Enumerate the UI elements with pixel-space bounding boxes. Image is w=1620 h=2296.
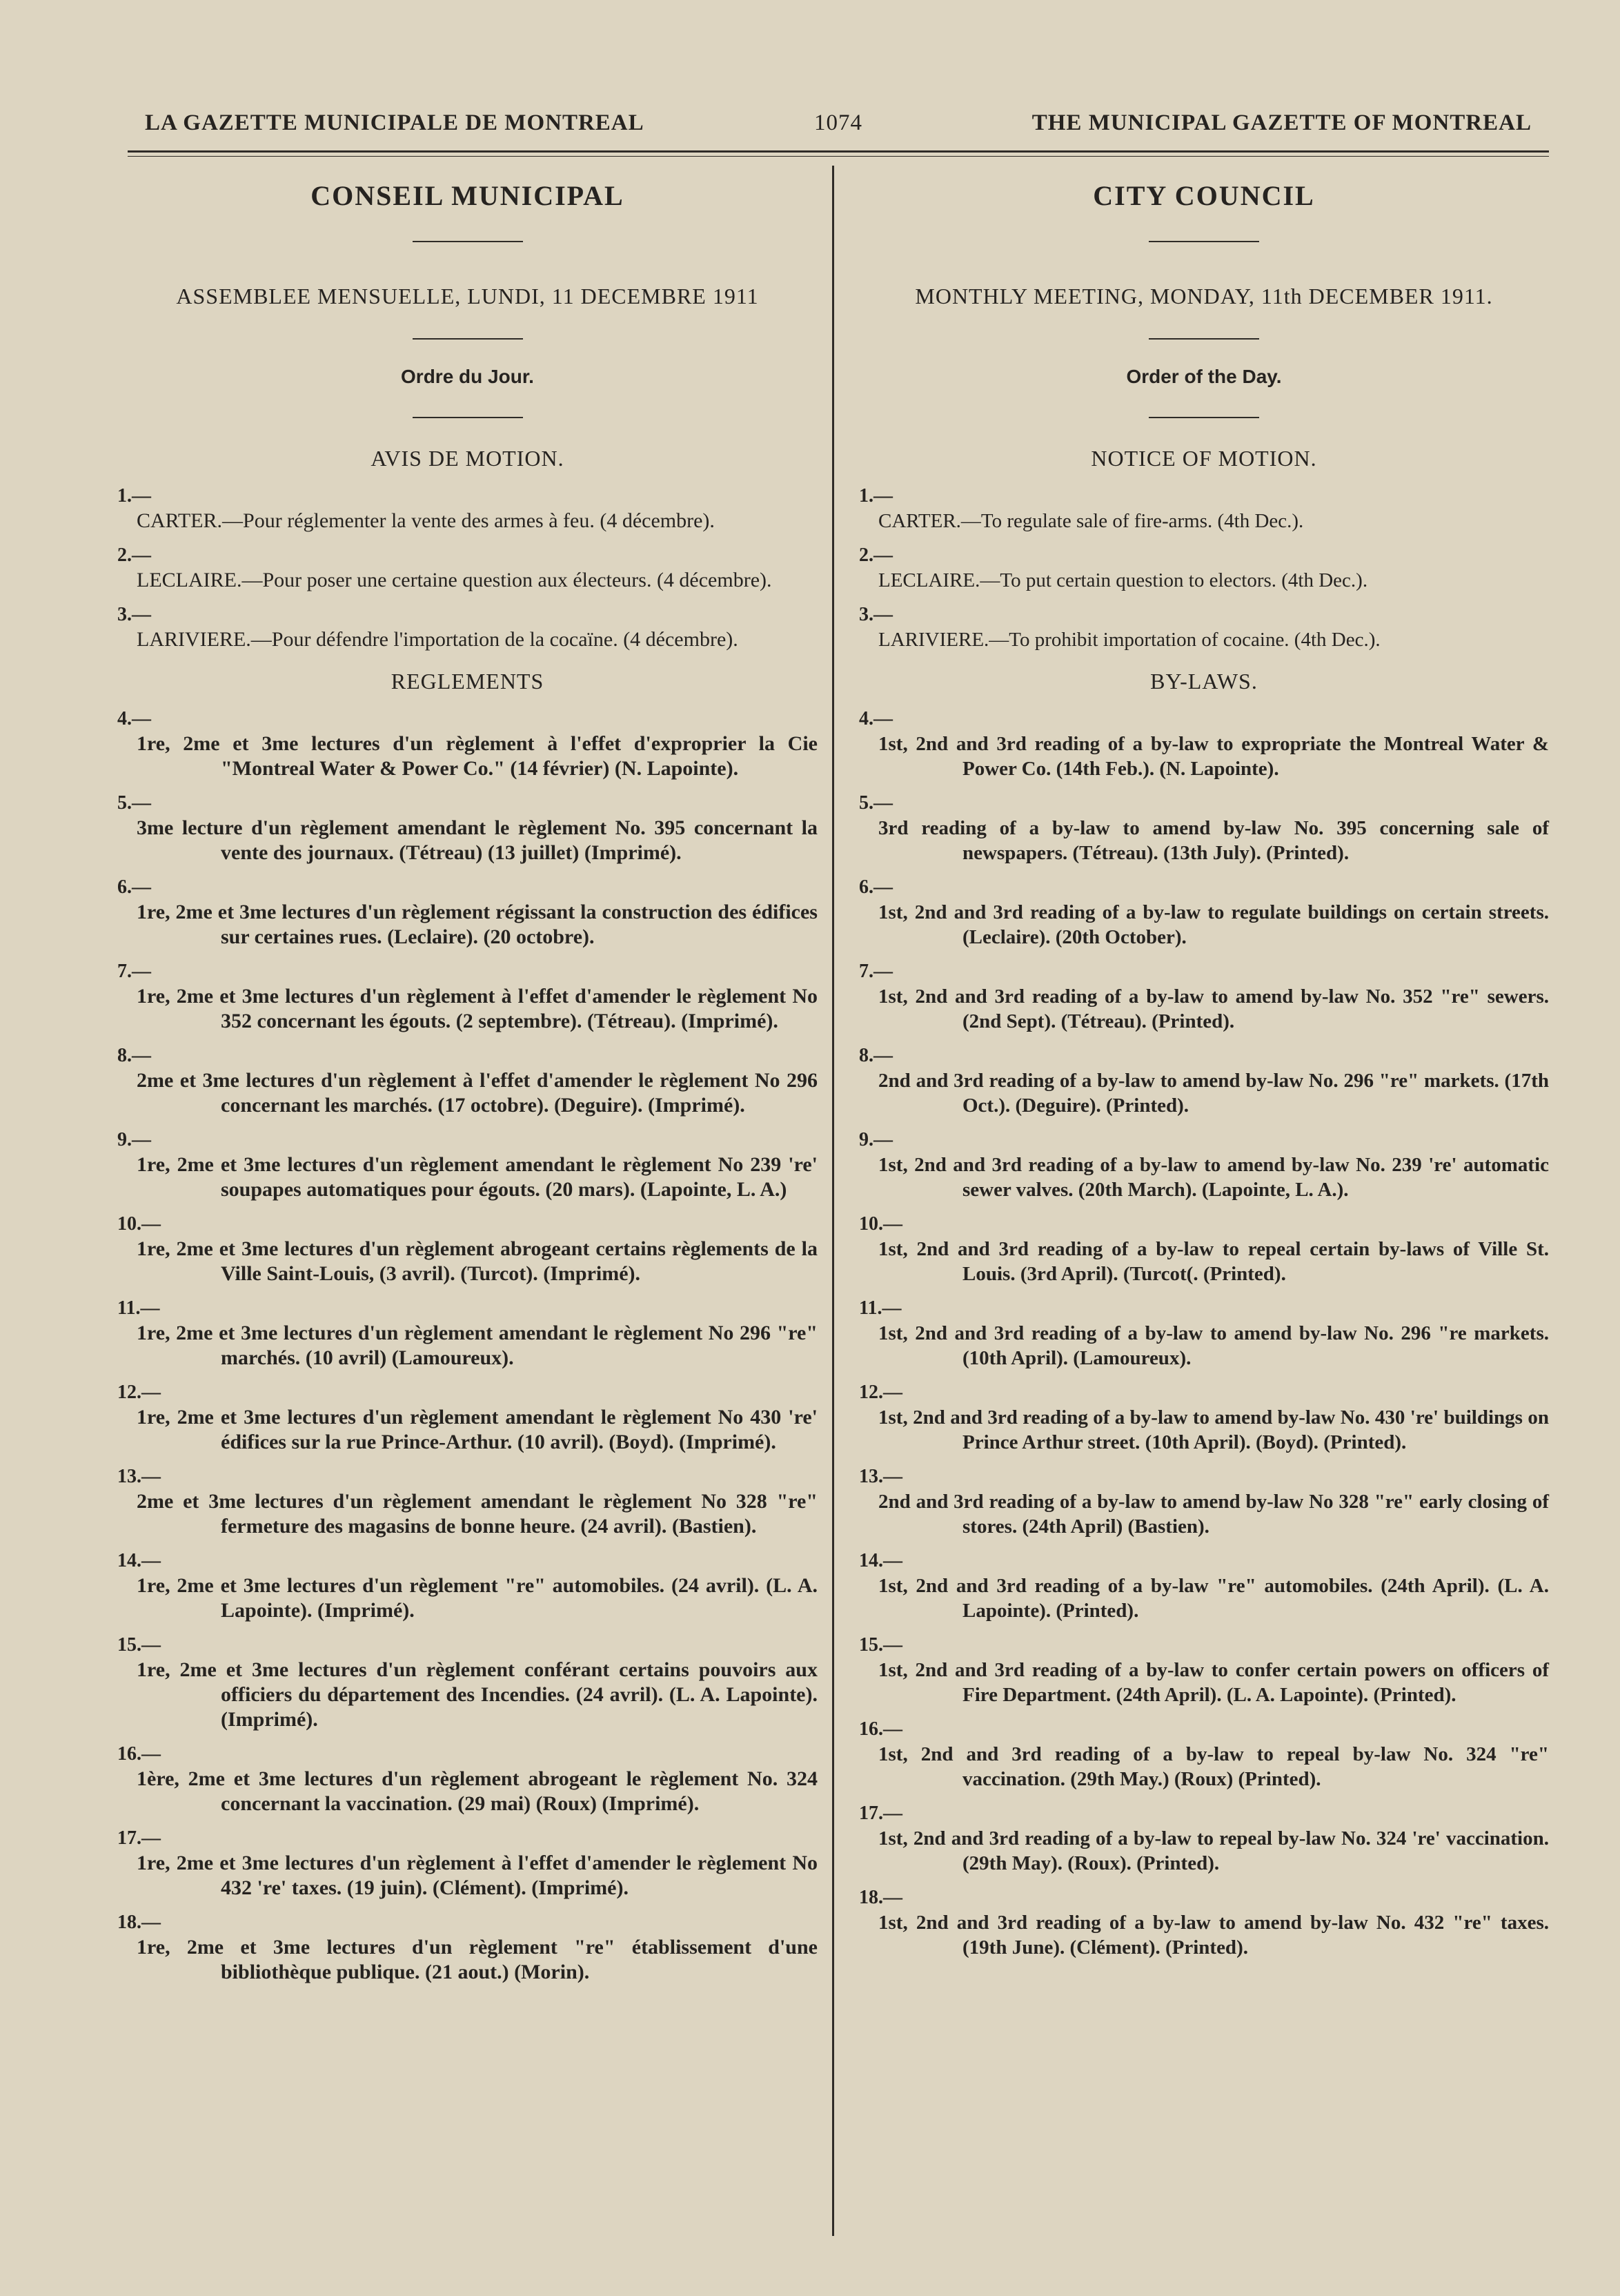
item-number: 15.— bbox=[117, 1634, 161, 1656]
french-council-title: CONSEIL MUNICIPAL bbox=[310, 180, 624, 211]
item-number: 3.— bbox=[117, 604, 151, 625]
item-text: 1st, 2nd and 3rd reading of a by-law to repeal by-law No. 324 "re" vaccination. (29th May.) (Roux) (Printed). bbox=[878, 1743, 1549, 1790]
item-number: 12.— bbox=[859, 1382, 902, 1403]
list-item bbox=[117, 1633, 818, 1732]
list-item bbox=[117, 959, 818, 1034]
list-item bbox=[859, 1296, 1549, 1371]
column-divider bbox=[832, 166, 834, 2236]
header-french-title: LA GAZETTE MUNICIPALE DE MONTREAL bbox=[145, 110, 644, 135]
list-item bbox=[117, 1128, 818, 1202]
page-header bbox=[145, 110, 1532, 146]
list-item bbox=[117, 1910, 818, 1985]
item-text: 1st, 2nd and 3rd reading of a by-law to expropriate the Montreal Water & Power Co. (14th Feb.). (N. Lapointe). bbox=[878, 733, 1549, 780]
item-text: 1re, 2me et 3me lectures d'un règlement amendant le règlement No 239 're' soupapes automatiques pour égouts. (20 mars). (Lapointe, L. A.) bbox=[137, 1153, 818, 1201]
title-rule bbox=[1149, 241, 1259, 242]
item-number: 4.— bbox=[117, 708, 151, 729]
item-text: 1st, 2nd and 3rd reading of a by-law to amend by-law No. 430 're' buildings on Prince Arthur street. (10th April). (Boyd). (Printed). bbox=[878, 1406, 1549, 1453]
item-text: 1st, 2nd and 3rd reading of a by-law to repeal certain by-laws of Ville St. Louis. (3rd April). (Turcot(. (Printed). bbox=[878, 1238, 1549, 1285]
item-number: 17.— bbox=[117, 1827, 161, 1849]
item-number: 3.— bbox=[859, 604, 893, 625]
list-item bbox=[117, 791, 818, 865]
list-item bbox=[117, 1742, 818, 1816]
list-item bbox=[859, 1885, 1549, 1960]
list-item bbox=[859, 484, 1549, 533]
item-text: 2me et 3me lectures d'un règlement amendant le règlement No 328 "re" fermeture des magasins de bonne heure. (24 avril). (Bastien). bbox=[137, 1490, 818, 1538]
item-text: CARTER.—To regulate sale of fire-arms. (4th Dec.). bbox=[878, 510, 1304, 532]
item-number: 12.— bbox=[117, 1382, 161, 1403]
item-number: 4.— bbox=[859, 708, 893, 729]
item-number: 16.— bbox=[859, 1718, 902, 1740]
list-item bbox=[859, 602, 1549, 652]
item-text: CARTER.—Pour réglementer la vente des armes à feu. (4 décembre). bbox=[137, 509, 715, 532]
item-text: 2nd and 3rd reading of a by-law to amend by-law No 328 "re" early closing of stores. (24th April) (Bastien). bbox=[878, 1491, 1549, 1538]
item-text: 1re, 2me et 3me lectures d'un règlement amendant le règlement No 430 're' édifices sur la rue Prince-Arthur. (10 avril). (Boyd). (Imprimé). bbox=[137, 1406, 818, 1453]
item-text: LARIVIERE.—Pour défendre l'importation de la cocaïne. (4 décembre). bbox=[137, 628, 738, 651]
list-item bbox=[117, 1043, 818, 1118]
header-english-title: THE MUNICIPAL GAZETTE OF MONTREAL bbox=[1031, 110, 1532, 135]
list-item bbox=[117, 484, 818, 533]
english-council-title: CITY COUNCIL bbox=[1093, 180, 1315, 211]
item-number: 10.— bbox=[859, 1213, 902, 1235]
list-item bbox=[859, 1717, 1549, 1792]
french-bylaws-list bbox=[117, 707, 818, 1985]
item-text: LECLAIRE.—Pour poser une certaine question aux électeurs. (4 décembre). bbox=[137, 569, 772, 591]
item-text: LECLAIRE.—To put certain question to electors. (4th Dec.). bbox=[878, 569, 1368, 591]
item-number: 14.— bbox=[859, 1550, 902, 1571]
item-text: 3me lecture d'un règlement amendant le règlement No. 395 concernant la vente des journaux. (Tétreau) (13 juillet) (Imprimé). bbox=[137, 816, 818, 864]
header-rule-thin bbox=[128, 156, 1549, 157]
list-item bbox=[117, 1380, 818, 1455]
list-item bbox=[859, 875, 1549, 950]
item-number: 18.— bbox=[117, 1912, 161, 1933]
english-bylaws-list bbox=[859, 707, 1549, 1960]
list-item bbox=[859, 1212, 1549, 1286]
item-number: 1.— bbox=[117, 485, 151, 507]
item-text: 1st, 2nd and 3rd reading of a by-law to amend by-law No. 432 "re" taxes. (19th June). (Clément). (Printed). bbox=[878, 1912, 1549, 1959]
item-number: 16.— bbox=[117, 1743, 161, 1765]
english-motions-heading: NOTICE OF MOTION. bbox=[1091, 446, 1317, 471]
french-order-heading: Ordre du Jour. bbox=[401, 366, 534, 387]
item-text: 1ère, 2me et 3me lectures d'un règlement abrogeant le règlement No. 324 concernant la vaccination. (29 mai) (Roux) (Imprimé). bbox=[137, 1767, 818, 1815]
title-rule bbox=[413, 241, 523, 242]
item-number: 13.— bbox=[859, 1466, 902, 1487]
item-text: 1st, 2nd and 3rd reading of a by-law to confer certain powers on officers of Fire Department. (24th April). (L. A. Lapointe). (Printed). bbox=[878, 1659, 1549, 1706]
item-number: 9.— bbox=[117, 1129, 151, 1150]
item-text: LARIVIERE.—To prohibit importation of cocaine. (4th Dec.). bbox=[878, 629, 1381, 651]
english-column bbox=[859, 176, 1549, 1960]
item-text: 1re, 2me et 3me lectures d'un règlement à l'effet d'exproprier la Cie "Montreal Water & Power Co." (14 février) (N. Lapointe). bbox=[137, 732, 818, 780]
item-number: 2.— bbox=[859, 544, 893, 566]
list-item bbox=[859, 791, 1549, 865]
item-text: 1re, 2me et 3me lectures d'un règlement à l'effet d'amender le règlement No 352 concernant les égouts. (2 septembre). (Tétreau). (Imprimé). bbox=[137, 985, 818, 1032]
item-number: 14.— bbox=[117, 1550, 161, 1571]
item-number: 17.— bbox=[859, 1803, 902, 1824]
list-item bbox=[859, 1633, 1549, 1707]
list-item bbox=[859, 707, 1549, 781]
list-item bbox=[859, 543, 1549, 593]
item-number: 18.— bbox=[859, 1887, 902, 1908]
english-meeting-line: MONTHLY MEETING, MONDAY, 11th DECEMBER 1911. bbox=[915, 284, 1493, 308]
item-text: 1st, 2nd and 3rd reading of a by-law "re" automobiles. (24th April). (L. A. Lapointe). (Printed). bbox=[878, 1575, 1549, 1622]
list-item bbox=[117, 1826, 818, 1901]
item-text: 3rd reading of a by-law to amend by-law No. 395 concerning sale of newspapers. (Tétreau). (13th July). (Printed). bbox=[878, 817, 1549, 864]
list-item bbox=[117, 602, 818, 652]
item-number: 8.— bbox=[859, 1045, 893, 1066]
meeting-rule bbox=[413, 338, 523, 340]
item-text: 2nd and 3rd reading of a by-law to amend by-law No. 296 "re" markets. (17th Oct.). (Deguire). (Printed). bbox=[878, 1070, 1549, 1117]
item-number: 11.— bbox=[859, 1297, 902, 1319]
item-number: 6.— bbox=[117, 876, 151, 898]
english-order-heading: Order of the Day. bbox=[1126, 366, 1282, 387]
item-text: 1re, 2me et 3me lectures d'un règlement à l'effet d'amender le règlement No 432 're' taxes. (19 juin). (Clément). (Imprimé). bbox=[137, 1852, 818, 1899]
item-number: 6.— bbox=[859, 876, 893, 898]
list-item bbox=[859, 1380, 1549, 1455]
item-text: 1re, 2me et 3me lectures d'un règlement régissant la construction des édifices sur certaines rues. (Leclaire). (20 octobre). bbox=[137, 901, 818, 948]
item-number: 8.— bbox=[117, 1045, 151, 1066]
item-text: 1re, 2me et 3me lectures d'un règlement "re" automobiles. (24 avril). (L. A. Lapointe). (Imprimé). bbox=[137, 1574, 818, 1622]
list-item bbox=[859, 959, 1549, 1034]
list-item bbox=[117, 1212, 818, 1286]
item-number: 2.— bbox=[117, 544, 151, 566]
item-number: 5.— bbox=[859, 792, 893, 814]
header-rule bbox=[128, 150, 1549, 153]
order-rule bbox=[1149, 417, 1259, 418]
meeting-rule bbox=[1149, 338, 1259, 340]
french-meeting-line: ASSEMBLEE MENSUELLE, LUNDI, 11 DECEMBRE 1911 bbox=[176, 284, 759, 308]
list-item bbox=[117, 543, 818, 593]
item-number: 7.— bbox=[859, 961, 893, 982]
list-item bbox=[117, 1296, 818, 1371]
list-item bbox=[859, 1549, 1549, 1623]
item-text: 1re, 2me et 3me lectures d'un règlement "re" établissement d'une bibliothèque publique. (21 aout.) (Morin). bbox=[137, 1936, 818, 1983]
item-text: 1re, 2me et 3me lectures d'un règlement amendant le règlement No 296 "re" marchés. (10 avril) (Lamoureux). bbox=[137, 1322, 818, 1369]
item-number: 9.— bbox=[859, 1129, 893, 1150]
french-motions-list bbox=[117, 484, 818, 652]
list-item bbox=[859, 1801, 1549, 1876]
item-text: 2me et 3me lectures d'un règlement à l'effet d'amender le règlement No 296 concernant les marchés. (17 octobre). (Deguire). (Imprimé). bbox=[137, 1069, 818, 1117]
list-item bbox=[859, 1128, 1549, 1202]
order-rule bbox=[413, 417, 523, 418]
french-column bbox=[117, 176, 818, 1985]
item-text: 1st, 2nd and 3rd reading of a by-law to amend by-law No. 296 "re markets. (10th April). (Lamoureux). bbox=[878, 1322, 1549, 1369]
item-text: 1st, 2nd and 3rd reading of a by-law to amend by-law No. 239 're' automatic sewer valves. (20th March). (Lapointe, L. A.). bbox=[878, 1154, 1549, 1201]
item-number: 5.— bbox=[117, 792, 151, 814]
english-bylaws-heading: BY-LAWS. bbox=[1150, 669, 1258, 694]
french-bylaws-heading: REGLEMENTS bbox=[391, 669, 544, 694]
item-text: 1st, 2nd and 3rd reading of a by-law to regulate buildings on certain streets. (Leclaire). (20th October). bbox=[878, 901, 1549, 948]
list-item bbox=[117, 1549, 818, 1623]
item-number: 13.— bbox=[117, 1466, 161, 1487]
item-text: 1re, 2me et 3me lectures d'un règlement conférant certains pouvoirs aux officiers du département des Incendies. (24 avril). (L. A. Lapointe). (Imprimé). bbox=[137, 1658, 818, 1731]
list-item bbox=[859, 1464, 1549, 1539]
list-item bbox=[117, 875, 818, 950]
item-text: 1st, 2nd and 3rd reading of a by-law to repeal by-law No. 324 're' vaccination. (29th May). (Roux). (Printed). bbox=[878, 1827, 1549, 1874]
list-item bbox=[117, 707, 818, 781]
page-number: 1074 bbox=[814, 110, 862, 135]
english-motions-list bbox=[859, 484, 1549, 652]
item-number: 15.— bbox=[859, 1634, 902, 1656]
list-item bbox=[859, 1043, 1549, 1118]
item-text: 1re, 2me et 3me lectures d'un règlement abrogeant certains règlements de la Ville Saint-Louis, (3 avril). (Turcot). (Imprimé). bbox=[137, 1237, 818, 1285]
item-number: 7.— bbox=[117, 961, 151, 982]
item-number: 1.— bbox=[859, 485, 893, 507]
item-text: 1st, 2nd and 3rd reading of a by-law to amend by-law No. 352 "re" sewers. (2nd Sept). (Tétreau). (Printed). bbox=[878, 985, 1549, 1032]
item-number: 11.— bbox=[117, 1297, 160, 1319]
french-motions-heading: AVIS DE MOTION. bbox=[371, 446, 564, 471]
list-item bbox=[117, 1464, 818, 1539]
item-number: 10.— bbox=[117, 1213, 161, 1235]
